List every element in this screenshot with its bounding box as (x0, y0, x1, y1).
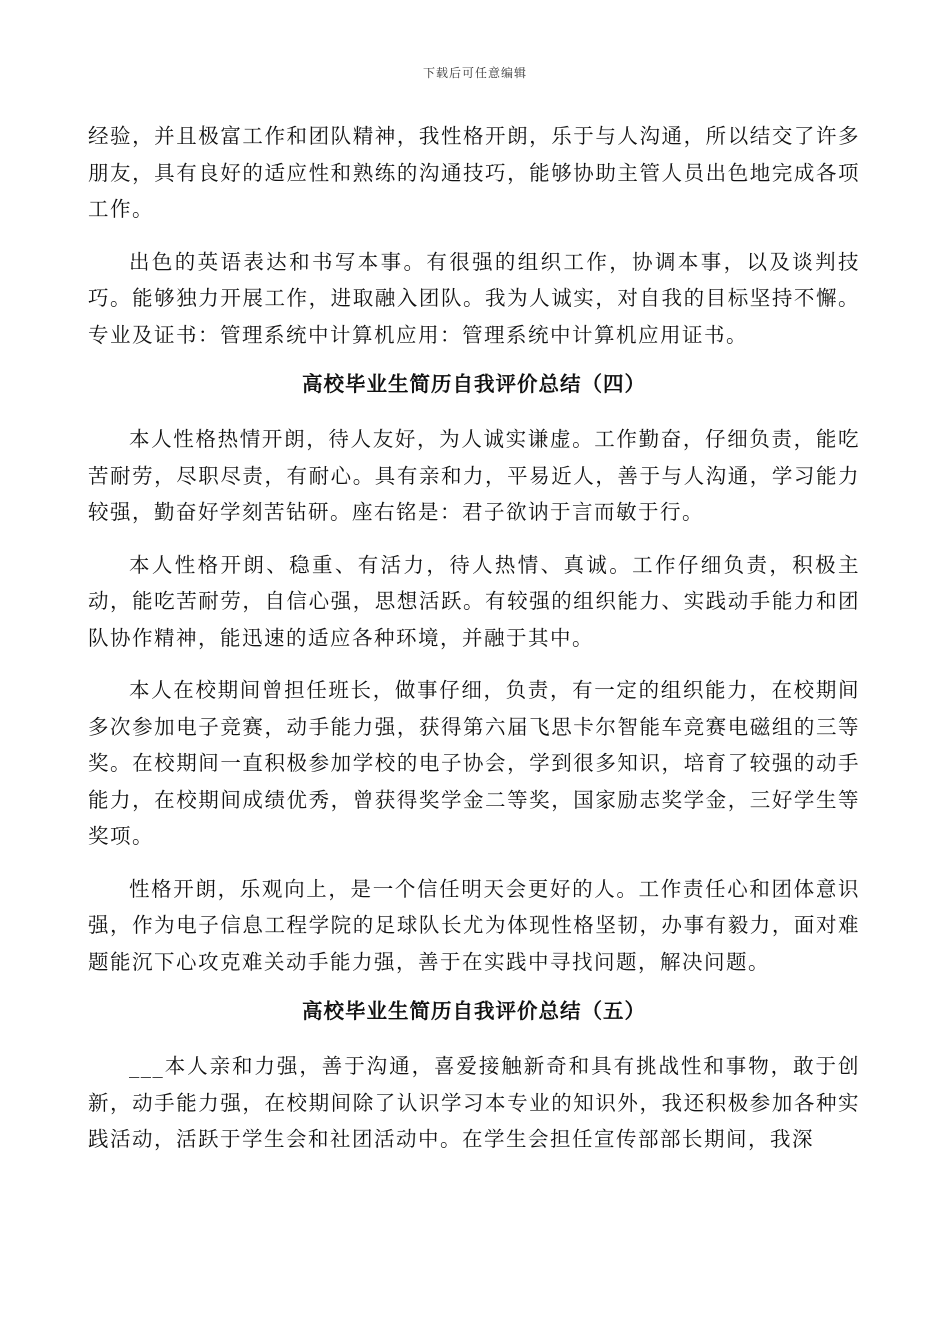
paragraph: 本人性格开朗、稳重、有活力，待人热情、真诚。工作仔细负责，积极主动，能吃苦耐劳，自信心强，思想活跃。有较强的组织能力、实践动手能力和团队协作精神，能迅速的适应各种环境，并融于其中。 (88, 552, 860, 650)
page-header: 下载后可任意编辑 (422, 66, 527, 80)
paragraph: 本人性格热情开朗，待人友好，为人诚实谦虚。工作勤奋，仔细负责，能吃苦耐劳，尽职尽责，有耐心。具有亲和力，平易近人，善于与人沟通，学习能力较强，勤奋好学刻苦钻研。座右铭是：君子欲讷于言而敏于行。 (88, 427, 860, 524)
paragraph: 性格开朗，乐观向上，是一个信任明天会更好的人。工作责任心和团体意识强，作为电子信息工程学院的足球队长尤为体现性格坚韧，办事有毅力，面对难题能沉下心攻克难关动手能力强，善于在实践中寻找问题，解决问题。 (88, 876, 860, 974)
paragraph: ___本人亲和力强，善于沟通，喜爱接触新奇和具有挑战性和事物，敢于创新，动手能力强，在校期间除了认识学习本专业的知识外，我还积极参加各种实践活动，活跃于学生会和社团活动中。在学生会担任宣传部部长期间，我深 (88, 1054, 860, 1151)
paragraph: 经验，并且极富工作和团队精神，我性格开朗，乐于与人沟通，所以结交了许多朋友，具有良好的适应性和熟练的沟通技巧，能够协助主管人员出色地完成各项工作。 (88, 124, 860, 221)
document-body (88, 118, 860, 1174)
section-heading: 高校毕业生简历自我评价总结（四） (302, 372, 646, 396)
paragraph: 出色的英语表达和书写本事。有很强的组织工作，协调本事，以及谈判技巧。能够独力开展工作，进取融入团队。我为人诚实，对自我的目标坚持不懈。专业及证书：管理系统中计算机应用：管理系统中计算机应用证书。 (88, 249, 860, 347)
paragraph: 本人在校期间曾担任班长，做事仔细，负责，有一定的组织能力，在校期间多次参加电子竞赛，动手能力强，获得第六届飞思卡尔智能车竞赛电磁组的三等奖。在校期间一直积极参加学校的电子协会，学到很多知识，培育了较强的动手能力，在校期间成绩优秀，曾获得奖学金二等奖，国家励志奖学金，三好学生等奖项。 (88, 678, 860, 848)
section-heading: 高校毕业生简历自我评价总结（五） (302, 999, 646, 1023)
